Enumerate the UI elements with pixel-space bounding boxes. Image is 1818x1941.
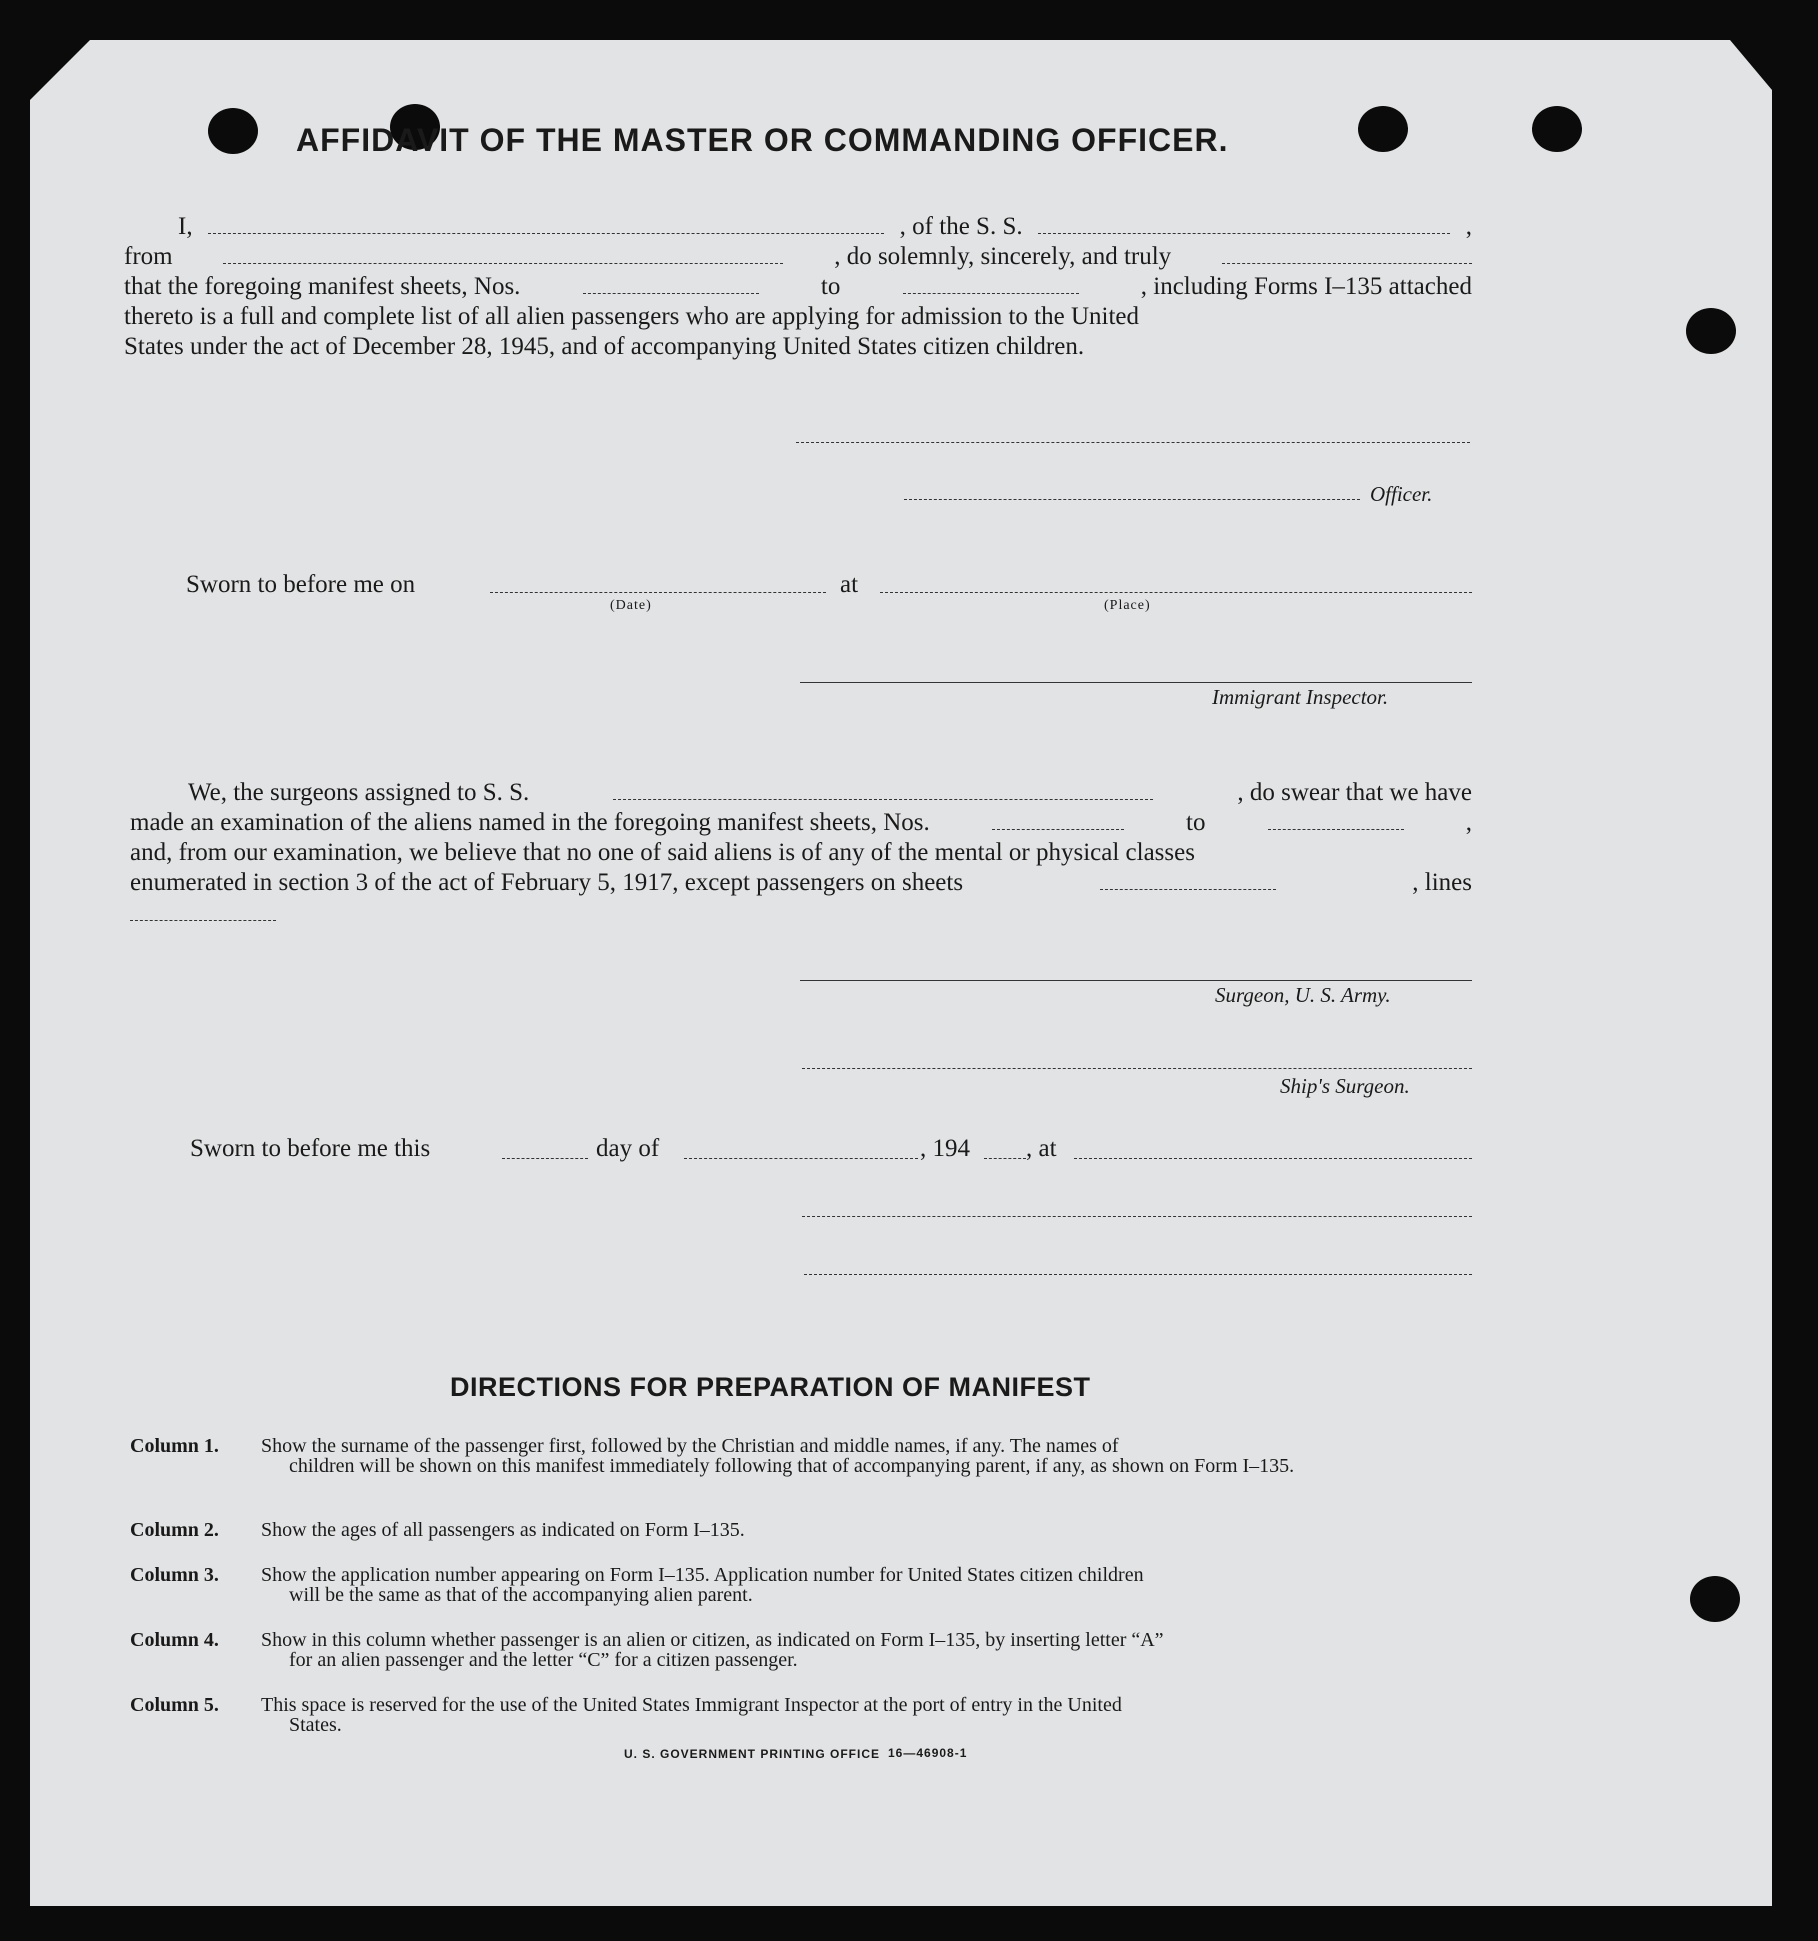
officer-label: Officer. bbox=[1370, 482, 1433, 506]
name-field[interactable] bbox=[208, 213, 884, 234]
lines-field[interactable] bbox=[130, 920, 276, 921]
at-text: , at bbox=[1026, 1135, 1057, 1162]
column-label: Column 1. bbox=[130, 1435, 219, 1457]
direction-text: for an alien passenger and the letter “C” for a citizen passenger. bbox=[289, 1649, 798, 1671]
affidavit-text: that the foregoing manifest sheets, Nos. bbox=[124, 273, 521, 300]
sworn-at-text: at bbox=[840, 571, 859, 598]
punch-hole-icon bbox=[1686, 308, 1736, 354]
surgeons-ship-field[interactable] bbox=[613, 779, 1153, 800]
sworn-month-field[interactable] bbox=[684, 1158, 918, 1159]
sheet-from-field[interactable] bbox=[583, 273, 759, 294]
sheet-to-field[interactable] bbox=[903, 273, 1079, 294]
sworn-place-field-2[interactable] bbox=[1074, 1158, 1472, 1159]
inspector-label: Immigrant Inspector. bbox=[1212, 685, 1389, 709]
page-title: AFFIDAVIT OF THE MASTER OR COMMANDING OFFICER. bbox=[296, 122, 1229, 158]
direction-column-4 bbox=[130, 1630, 1475, 1670]
day-of-text: day of bbox=[596, 1135, 660, 1162]
ship-name-field[interactable] bbox=[1038, 213, 1450, 234]
affidavit-text: , do solemnly, sincerely, and truly bbox=[834, 243, 1172, 270]
signature-line-a[interactable] bbox=[802, 1216, 1472, 1217]
sworn-on-text: Sworn to before me on bbox=[186, 571, 416, 598]
sworn-day-field[interactable] bbox=[502, 1158, 588, 1159]
direction-column-1 bbox=[130, 1436, 1475, 1476]
date-caption: (Date) bbox=[610, 598, 652, 613]
affidavit-text: , of the S. S. bbox=[899, 213, 1023, 240]
direction-column-5 bbox=[130, 1695, 1475, 1735]
punch-hole-icon bbox=[1532, 106, 1582, 152]
directions-title: DIRECTIONS FOR PREPARATION OF MANIFEST bbox=[450, 1372, 1091, 1402]
surgeons-text: We, the surgeons assigned to S. S. bbox=[188, 779, 530, 806]
punch-hole-icon bbox=[208, 108, 258, 154]
affidavit-text: , bbox=[1465, 213, 1472, 240]
direction-column-3 bbox=[130, 1565, 1475, 1605]
except-sheets-field[interactable] bbox=[1100, 869, 1276, 890]
surgeons-text: made an examination of the aliens named in the foregoing manifest sheets, Nos. bbox=[130, 809, 930, 836]
affidavit-text: from bbox=[124, 243, 173, 270]
army-surgeon-label: Surgeon, U. S. Army. bbox=[1215, 983, 1391, 1007]
oath-field[interactable] bbox=[1222, 243, 1472, 264]
surgeons-paragraph bbox=[130, 778, 1472, 898]
affidavit-text: to bbox=[820, 273, 841, 300]
year-text: , 194 bbox=[920, 1135, 970, 1162]
direction-text: Show in this column whether passenger is an alien or citizen, as indicated on Form I–135, by inserting letter “A” bbox=[261, 1629, 1164, 1651]
officer-signature-line-2[interactable] bbox=[904, 499, 1360, 500]
printer-footer: U. S. GOVERNMENT PRINTING OFFICE bbox=[624, 1747, 881, 1761]
sworn-year-field[interactable] bbox=[984, 1158, 1026, 1159]
direction-column-2 bbox=[130, 1520, 1475, 1540]
army-surgeon-signature-line[interactable] bbox=[800, 980, 1472, 981]
punch-hole-icon bbox=[1690, 1576, 1740, 1622]
place-caption: (Place) bbox=[1104, 598, 1151, 613]
direction-text: States. bbox=[289, 1714, 342, 1736]
column-label: Column 3. bbox=[130, 1564, 219, 1586]
signature-line-b[interactable] bbox=[804, 1274, 1472, 1275]
sworn-date-field[interactable] bbox=[490, 592, 826, 593]
surgeons-text: , lines bbox=[1412, 869, 1472, 896]
ship-surgeon-signature-line[interactable] bbox=[802, 1068, 1472, 1069]
surgeons-text: and, from our examination, we believe that no one of said aliens is of any of the mental or physical classes bbox=[130, 839, 1195, 866]
punch-hole-icon bbox=[1358, 106, 1408, 152]
form-code: 16—46908-1 bbox=[888, 1746, 968, 1760]
direction-text: This space is reserved for the use of the United States Immigrant Inspector at the port of entry in the United bbox=[261, 1694, 1122, 1716]
affidavit-paragraph bbox=[124, 212, 1472, 362]
surgeons-text: , do swear that we have bbox=[1237, 779, 1472, 806]
affidavit-text: , including Forms I–135 attached bbox=[1140, 273, 1472, 300]
surgeon-sheet-from-field[interactable] bbox=[992, 809, 1124, 830]
surgeons-text: , bbox=[1465, 809, 1472, 836]
column-label: Column 4. bbox=[130, 1629, 219, 1651]
ship-surgeon-label: Ship's Surgeon. bbox=[1280, 1074, 1410, 1098]
affidavit-text: thereto is a full and complete list of all alien passengers who are applying for admission to the United bbox=[124, 303, 1140, 330]
officer-signature-line-1[interactable] bbox=[796, 442, 1470, 443]
sworn-place-field[interactable] bbox=[880, 592, 1472, 593]
surgeons-text: to bbox=[1186, 809, 1206, 836]
direction-text: Show the ages of all passengers as indicated on Form I–135. bbox=[261, 1519, 745, 1541]
direction-text: children will be shown on this manifest immediately following that of accompanying parent, if any, as shown on Form I–135. bbox=[289, 1455, 1295, 1477]
sworn-this-text: Sworn to before me this bbox=[190, 1135, 431, 1162]
affidavit-text: I, bbox=[178, 213, 193, 240]
affidavit-text: States under the act of December 28, 1945, and of accompanying United States citizen children. bbox=[124, 333, 1085, 360]
column-label: Column 5. bbox=[130, 1694, 219, 1716]
inspector-signature-line[interactable] bbox=[800, 682, 1472, 683]
direction-text: Show the surname of the passenger first, followed by the Christian and middle names, if any. The names of bbox=[261, 1435, 1119, 1457]
surgeons-text: enumerated in section 3 of the act of February 5, 1917, except passengers on sheets bbox=[130, 869, 964, 896]
direction-text: will be the same as that of the accompanying alien parent. bbox=[289, 1584, 753, 1606]
surgeon-sheet-to-field[interactable] bbox=[1268, 809, 1404, 830]
from-port-field[interactable] bbox=[223, 243, 783, 264]
column-label: Column 2. bbox=[130, 1519, 219, 1541]
direction-text: Show the application number appearing on Form I–135. Application number for United States citizen children bbox=[261, 1564, 1144, 1586]
